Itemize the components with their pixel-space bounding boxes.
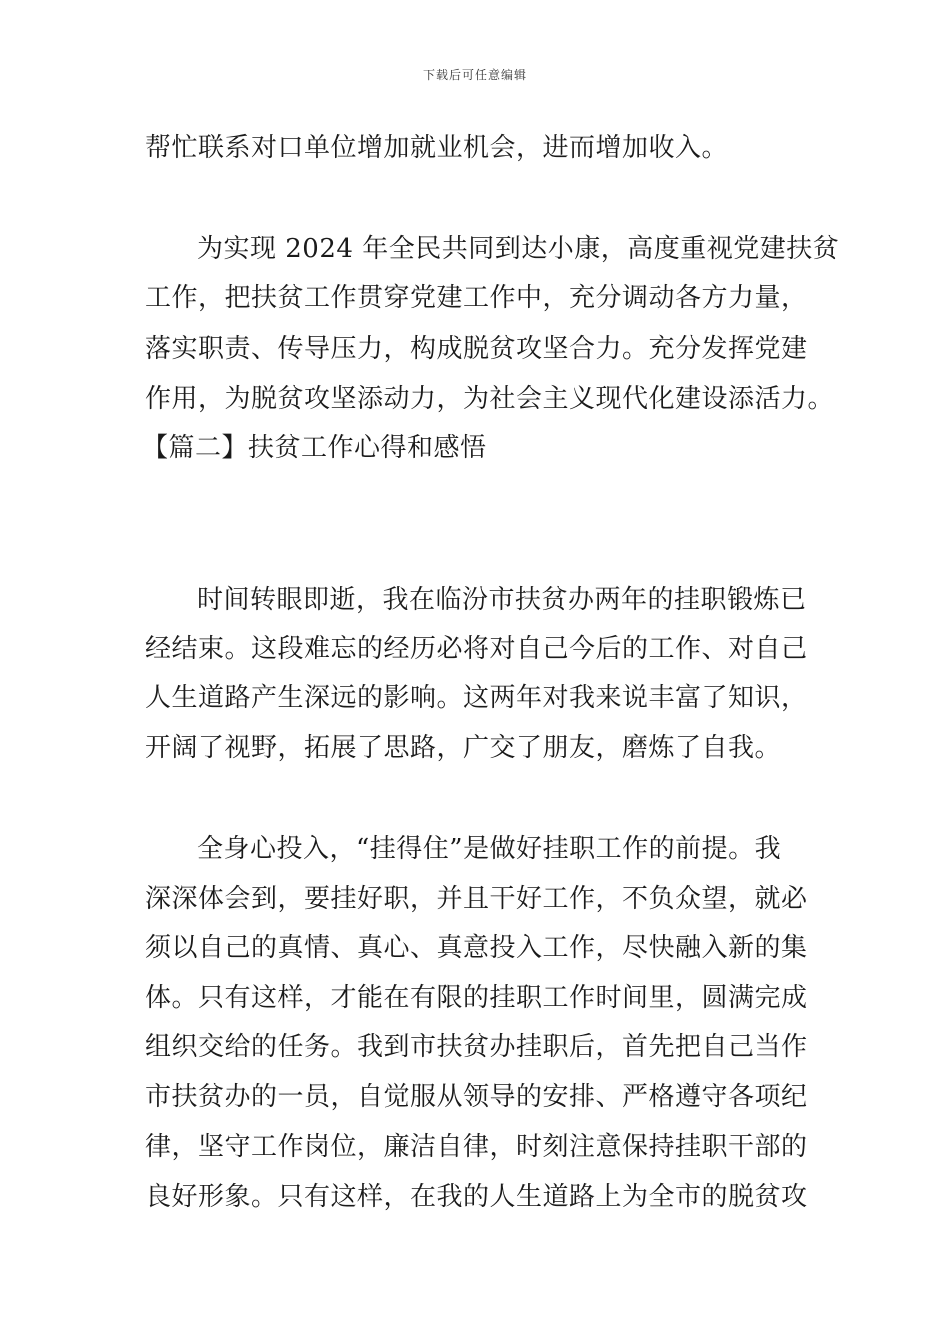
section-heading: 【篇二】扶贫工作心得和感悟 xyxy=(142,433,487,463)
paragraph-line: 为实现 2024 年全民共同到达小康，高度重视党建扶贫 xyxy=(197,234,840,264)
header-note: 下载后可任意编辑 xyxy=(422,68,527,82)
paragraph-line: 组织交给的任务。我到市扶贫办挂职后，首先把自己当作 xyxy=(145,1032,808,1062)
paragraph-line: 作用，为脱贫攻坚添动力，为社会主义现代化建设添活力。 xyxy=(145,384,835,414)
paragraph-line: 良好形象。只有这样，在我的人生道路上为全市的脱贫攻 xyxy=(145,1182,808,1212)
paragraph-line: 工作，把扶贫工作贯穿党建工作中，充分调动各方力量， xyxy=(145,283,808,313)
paragraph-line: 落实职责、传导压力，构成脱贫攻坚合力。充分发挥党建 xyxy=(145,334,808,364)
paragraph-line: 深深体会到，要挂好职，并且干好工作，不负众望，就必 xyxy=(145,884,808,914)
paragraph-line: 体。只有这样，才能在有限的挂职工作时间里，圆满完成 xyxy=(145,983,808,1013)
paragraph-line: 律，坚守工作岗位，廉洁自律，时刻注意保持挂职干部的 xyxy=(145,1132,808,1162)
paragraph-line: 开阔了视野，拓展了思路，广交了朋友，磨炼了自我。 xyxy=(145,733,782,763)
paragraph-line: 全身心投入，“挂得住”是做好挂职工作的前提。我 xyxy=(197,834,782,864)
paragraph-line: 时间转眼即逝，我在临汾市扶贫办两年的挂职锻炼已 xyxy=(197,585,807,615)
paragraph-line: 经结束。这段难忘的经历必将对自己今后的工作、对自己 xyxy=(145,634,808,664)
paragraph-line: 须以自己的真情、真心、真意投入工作，尽快融入新的集 xyxy=(145,933,808,963)
paragraph-line: 帮忙联系对口单位增加就业机会，进而增加收入。 xyxy=(145,133,729,163)
paragraph-line: 市扶贫办的一员，自觉服从领导的安排、严格遵守各项纪 xyxy=(145,1082,808,1112)
paragraph-line: 人生道路产生深远的影响。这两年对我来说丰富了知识， xyxy=(145,683,808,713)
